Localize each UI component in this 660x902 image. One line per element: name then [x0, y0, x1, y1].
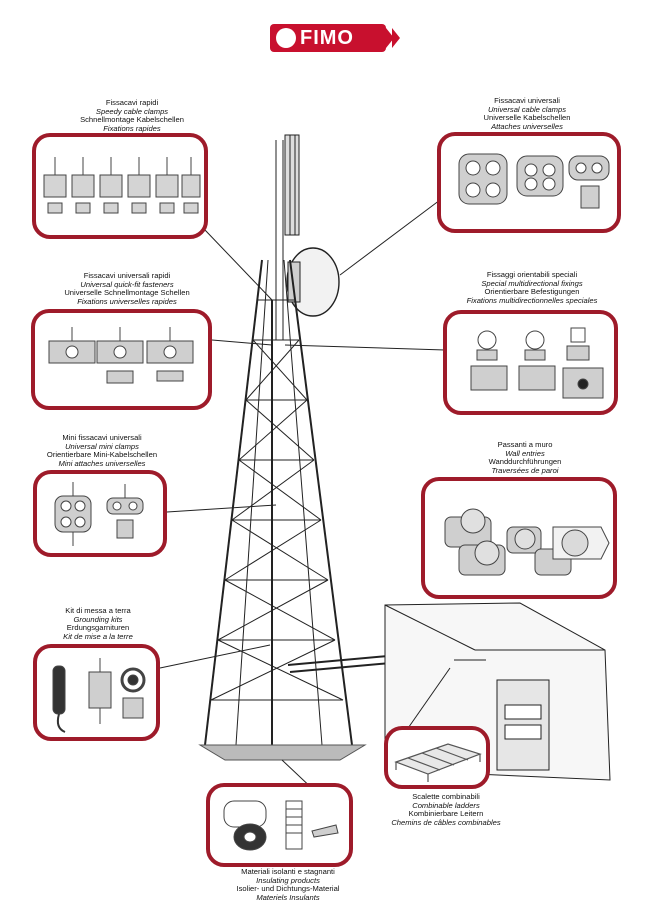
grounding-kits-image — [37, 648, 158, 739]
product-box-speedy-clamps[interactable] — [32, 133, 208, 239]
caption-speedy-clamps: Fissacavi rapidi Speedy cable clamps Schnellmontage Kabelschellen Fixations rapides — [80, 98, 184, 133]
universal-clamps-image — [441, 136, 619, 231]
product-box-multidirectional-fixings[interactable] — [443, 310, 618, 415]
product-box-mini-clamps[interactable] — [33, 470, 167, 557]
caption-universal-clamps: Fissacavi universali Universal cable clamps Universelle Kabelschellen Attaches universelles — [483, 96, 571, 131]
caption-multidirectional-fixings: Fissaggi orientabili speciali Special multidirectional fixings Orientierbare Befestigungen Fixations multidirectionnelles speciales — [466, 270, 598, 305]
caption-wall-entries: Passanti a muro Wall entries Wanddurchführungen Traversées de paroi — [488, 440, 562, 475]
combinable-ladders-image — [388, 730, 488, 787]
mini-clamps-image — [37, 474, 165, 555]
wall-entries-image — [425, 481, 615, 597]
product-box-grounding-kits[interactable] — [33, 644, 160, 741]
multidirectional-fixings-image — [447, 314, 616, 413]
product-box-universal-clamps[interactable] — [437, 132, 621, 233]
product-box-wall-entries[interactable] — [421, 477, 617, 599]
speedy-clamps-image — [36, 137, 206, 237]
product-box-quickfit-fasteners[interactable] — [31, 309, 212, 410]
product-box-combinable-ladders[interactable] — [384, 726, 490, 789]
caption-grounding-kits: Kit di messa a terra Grounding kits Erdungsgarnituren Kit de mise a la terre — [63, 606, 133, 641]
caption-mini-clamps: Mini fissacavi universali Universal mini clamps Orientierbare Mini-Kabelschellen Mini attaches universelles — [46, 433, 158, 468]
logo-text: FIMO — [300, 27, 354, 49]
caption-insulating-products: Materiali isolanti e stagnanti Insulating products Isolier- und Dichtungs-Material Materiels Insulants — [236, 867, 340, 902]
quickfit-fasteners-image — [35, 313, 210, 408]
product-box-insulating-products[interactable] — [206, 783, 353, 867]
insulating-products-image — [210, 787, 351, 865]
caption-combinable-ladders: Scalette combinabili Combinable ladders Kombinierbare Leitern Chemins de câbles combinables — [391, 792, 501, 827]
caption-quickfit-fasteners: Fissacavi universali rapidi Universal quick-fit fasteners Universelle Schnellmontage Schellen Fixations universelles rapides — [64, 271, 190, 306]
